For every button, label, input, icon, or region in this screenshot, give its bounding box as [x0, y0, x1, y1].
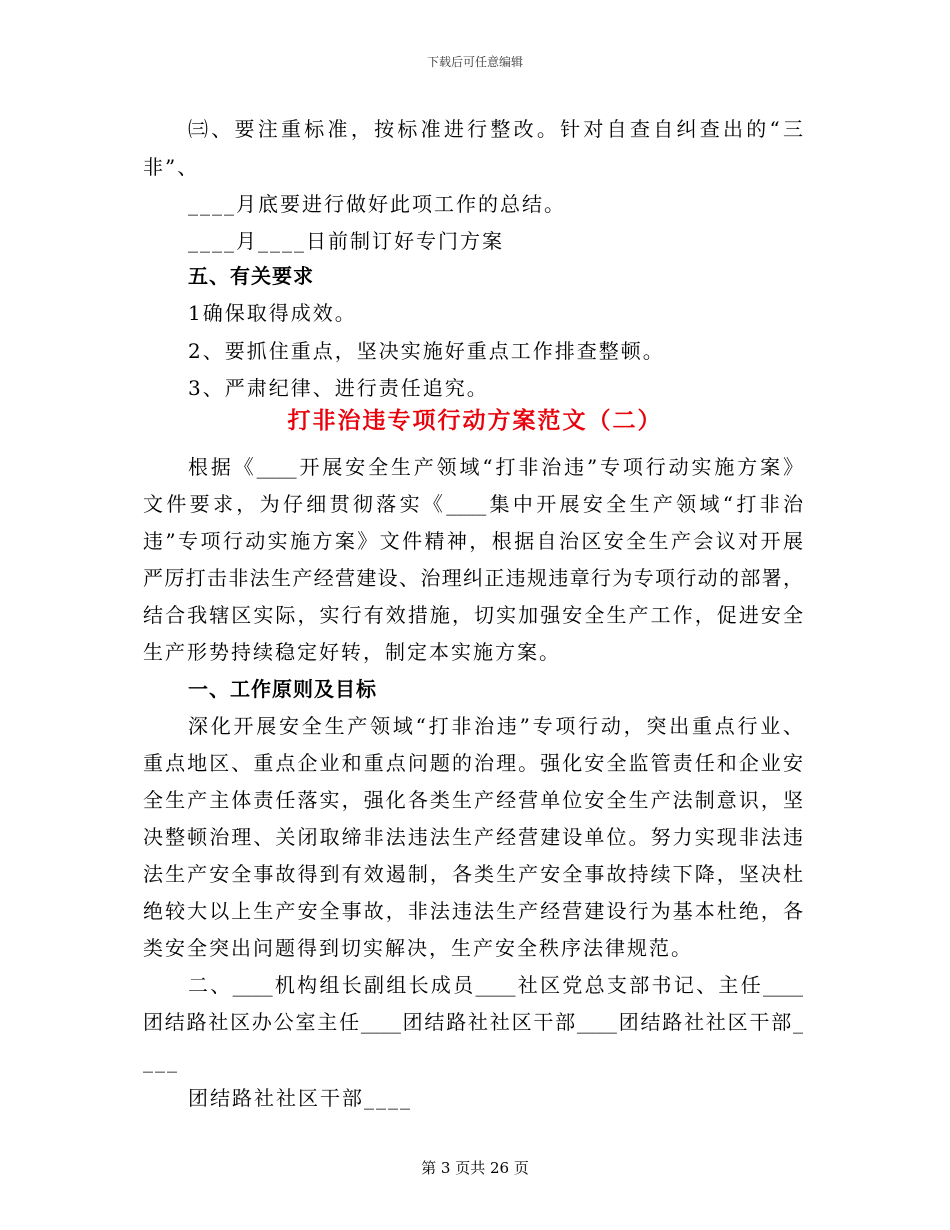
document-title: 打非治违专项行动方案范文（二） [287, 408, 663, 434]
text-line: 严厉打击非法生产经营建设、治理纠正违规违章行为专项行动的部署， [143, 566, 803, 590]
text-line: 1确保取得成效。 [188, 301, 357, 325]
text-line: 生产形势持续稳定好转，制定本实施方案。 [143, 640, 561, 664]
text-line: 全生产主体责任落实，强化各类生产经营单位安全生产法制意识，坚 [143, 788, 803, 812]
text-line: 非”、 [143, 155, 200, 179]
page-footer: 第 3 页共 26 页 [421, 1159, 529, 1177]
section-heading: 一、工作原则及目标 [188, 677, 377, 701]
text-line: 法生产安全事故得到有效遏制，各类生产安全事故持续下降，坚决杜 [143, 862, 803, 886]
text-line: 2、要抓住重点，坚决实施好重点工作排查整顿。 [188, 339, 665, 363]
text-line: 团结路社区办公室主任____团结路社社区干部____团结路社社区干部_ [143, 1010, 803, 1034]
text-line: 深化开展安全生产领域“打非治违”专项行动，突出重点行业、 [188, 714, 803, 738]
page-header: 下载后可任意编辑 [426, 55, 523, 69]
text-line: 根据《____开展安全生产领域“打非治违”专项行动实施方案》 [188, 455, 803, 479]
text-line: 重点地区、重点企业和重点问题的治理。强化安全监管责任和企业安 [143, 751, 803, 775]
text-line: ㈢、要注重标准，按标准进行整改。针对自查自纠查出的“三 [188, 117, 803, 141]
text-line: 文件要求，为仔细贯彻落实《____集中开展安全生产领域“打非治 [143, 492, 803, 516]
section-heading: 五、有关要求 [188, 264, 314, 288]
text-line: 绝较大以上生产安全事故，非法违法生产经营建设行为基本杜绝，各 [143, 899, 803, 923]
text-line: 团结路社社区干部____ [188, 1086, 412, 1110]
text-line: 决整顿治理、关闭取缔非法违法生产经营建设单位。努力实现非法违 [143, 825, 803, 849]
text-line: ___ [143, 1049, 179, 1073]
text-line: 违”专项行动实施方案》文件精神，根据自治区安全生产会议对开展 [143, 529, 803, 553]
text-line: 结合我辖区实际，实行有效措施，切实加强安全生产工作，促进安全 [143, 603, 803, 627]
text-line: 二、____机构组长副组长成员____社区党总支部书记、主任____ [188, 973, 803, 997]
text-line: 3、严肃纪律、进行责任追究。 [188, 376, 489, 400]
text-line: 类安全突出问题得到切实解决，生产安全秩序法律规范。 [143, 936, 693, 960]
text-line: ____月____日前制订好专门方案 [188, 229, 504, 253]
text-line: ____月底要进行做好此项工作的总结。 [188, 192, 566, 216]
